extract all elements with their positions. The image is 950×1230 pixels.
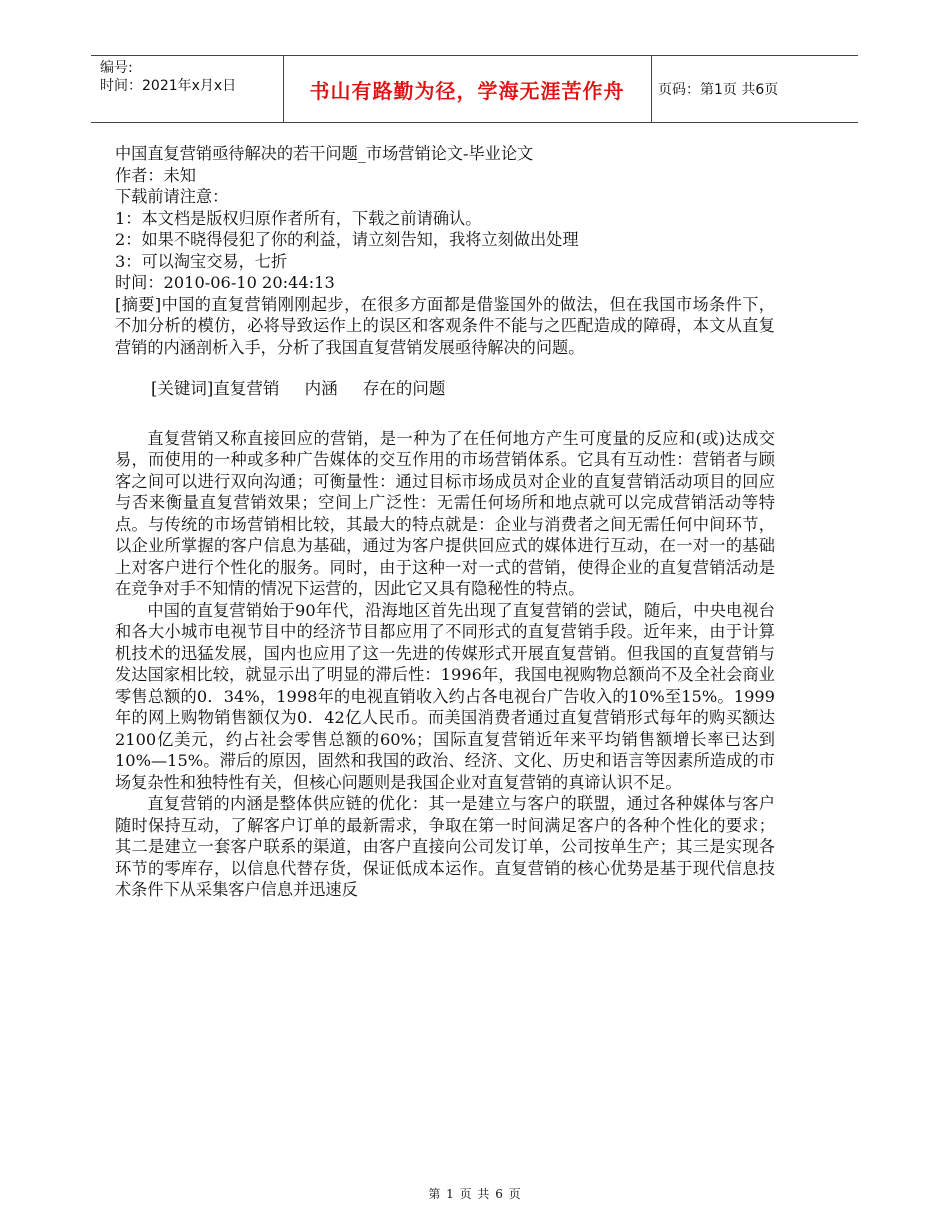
document-title: 中国直复营销亟待解决的若干问题_市场营销论文-毕业论文 bbox=[115, 144, 534, 163]
notice-heading: 下载前请注意： bbox=[115, 187, 229, 206]
keyword: [关键词]直复营销 bbox=[151, 379, 280, 398]
header-number-label: 编号: bbox=[100, 60, 133, 76]
document-body bbox=[115, 143, 775, 901]
notice-item: 2：如果不晓得侵犯了你的利益，请立刻告知，我将立刻做出处理 bbox=[115, 230, 579, 249]
document-meta bbox=[115, 143, 775, 294]
page-footer: 第 1 页 共 6 页 bbox=[428, 1187, 522, 1201]
keywords bbox=[151, 378, 775, 400]
notice-item: 1：本文档是版权归原作者所有，下载之前请确认。 bbox=[115, 208, 482, 228]
document-header bbox=[91, 55, 858, 123]
keyword: 内涵 bbox=[304, 379, 338, 398]
body-paragraph: 直复营销的内涵是整体供应链的优化：其一是建立与客户的联盟，通过各种媒体与客户随时保持互动，了解客户订单的最新需求，争取在第一时间满足客户的各种个性化的要求；其二是建立一套客户联系的渠道，由客户直接向公司发订单，公司按单生产；其三是实现各环节的零库存，以信息代替存货，保证低成本运作。直复营销的核心优势是基于现代信息技术条件下从采集客户信息并迅速反 bbox=[115, 794, 775, 899]
header-meta bbox=[100, 59, 236, 95]
header-page-info: 页码：第1页 共6页 bbox=[658, 82, 779, 98]
document-time: 时间：2010-06-10 20:44:13 bbox=[115, 273, 335, 292]
notice-item: 3：可以淘宝交易，七折 bbox=[115, 251, 288, 271]
header-divider bbox=[651, 56, 652, 122]
body-paragraph: 中国的直复营销始于90年代，沿海地区首先出现了直复营销的尝试，随后，中央电视台和各大小城市电视节目中的经济节目都应用了不同形式的直复营销手段。近年来，由于计算机技术的迅猛发展，国内也应用了这一先进的传媒形式开展直复营销。但我国的直复营销与发达国家相比较，就显示出了明显的滞后性：1996年，我国电视购物总额尚不及全社会商业零售总额的0．34%，1998年的电视直销收入约占各电视台广告收入的10%至15%。1999年的网上购物销售额仅为0．42亿人民币。而美国消费者通过直复营销形式每年的购买额达2100亿美元，约占社会零售总额的60%；国际直复营销近年来平均销售额增长率已达到10%—15%。滞后的原因，固然和我国的政治、经济、文化、历史和语言等因素所造成的市场复杂性和独特性有关，但核心问题则是我国企业对直复营销的真谛认识不足。 bbox=[115, 600, 775, 792]
header-motto: 书山有路勤为径，学海无涯苦作舟 bbox=[309, 78, 625, 103]
header-time-label: 时间：2021年x月x日 bbox=[100, 78, 237, 94]
abstract: [摘要]中国的直复营销刚刚起步，在很多方面都是借鉴国外的做法，但在我国市场条件下，不加分析的模仿，必将导致运作上的误区和客观条件不能与之匹配造成的障碍，本文从直复营销的内涵剖析入手，分析了我国直复营销发展亟待解决的问题。 bbox=[115, 294, 775, 357]
body-paragraph: 直复营销又称直接回应的营销，是一种为了在任何地方产生可度量的反应和(或)达成交易，而使用的一种或多种广告媒体的交互作用的市场营销体系。它具有互动性：营销者与顾客之间可以进行双向沟通；可衡量性：通过目标市场成员对企业的直复营销活动项目的回应与否来衡量直复营销效果；空间上广泛性：无需任何场所和地点就可以完成营销活动等特点。与传统的市场营销相比较，其最大的特点就是：企业与消费者之间无需任何中间环节，以企业所掌握的客户信息为基础，通过为客户提供回应式的媒体进行互动，在一对一的基础上对客户进行个性化的服务。同时，由于这种一对一式的营销，使得企业的直复营销活动是在竞争对手不知情的情况下运营的，因此它又具有隐秘性的特点。 bbox=[115, 428, 775, 598]
document-author: 作者：未知 bbox=[115, 165, 196, 185]
keyword: 存在的问题 bbox=[362, 379, 446, 398]
